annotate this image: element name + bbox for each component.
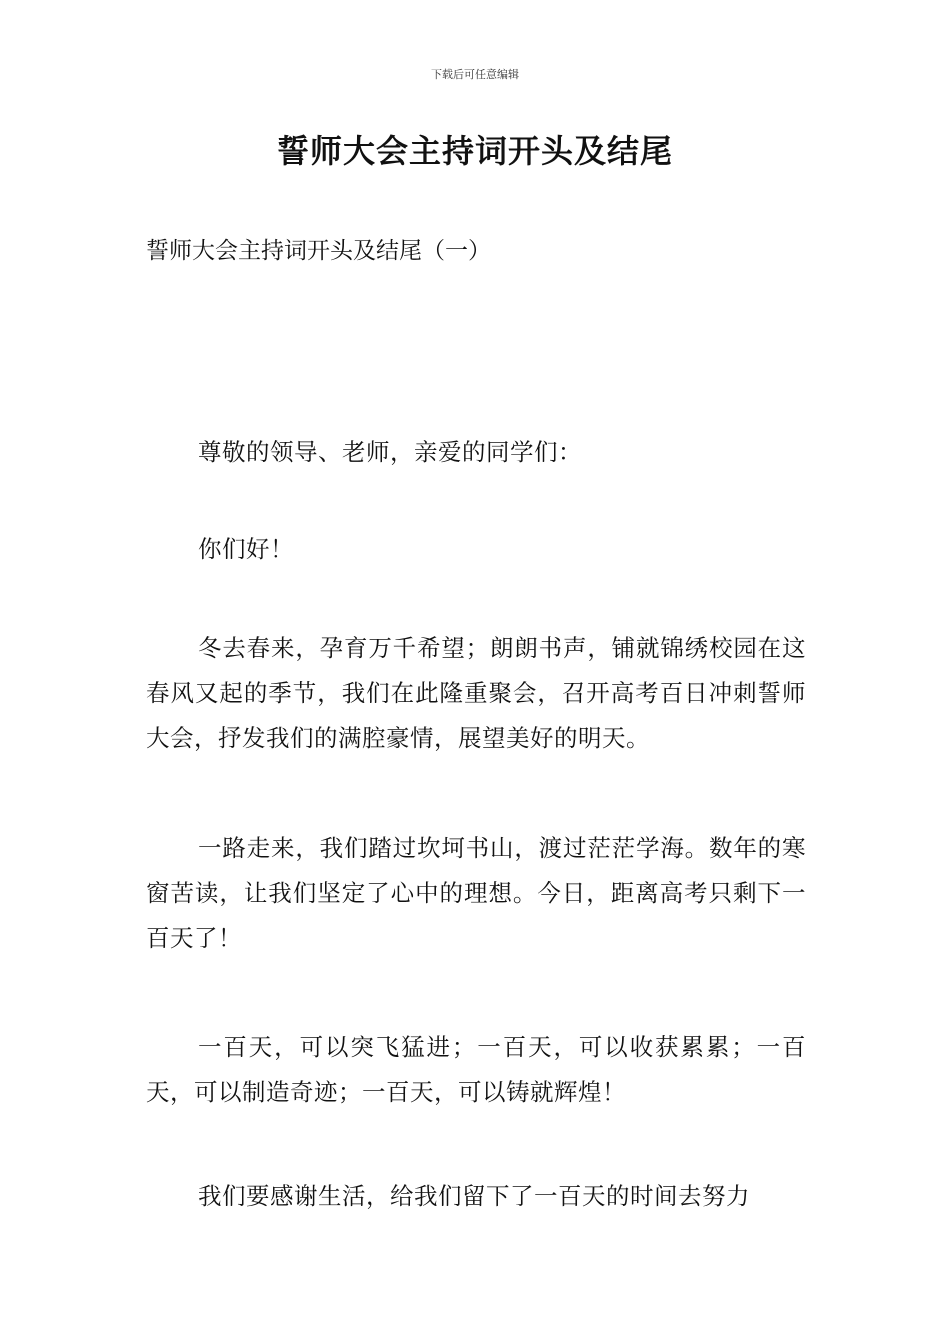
paragraph-greeting: 你们好！ [198,535,294,563]
document-subtitle: 誓师大会主持词开头及结尾（一） [146,238,491,264]
paragraph-hundred-days: 一百天，可以突飞猛进；一百天，可以收获累累；一百天，可以制造奇迹；一百天，可以铸就辉煌！ [146,1033,806,1106]
paragraph-salutation: 尊敬的领导、老师，亲爱的同学们： [198,438,582,466]
document-title: 誓师大会主持词开头及结尾 [276,132,673,170]
header-note: 下载后可任意编辑 [431,68,519,81]
paragraph-spring: 冬去春来，孕育万千希望；朗朗书声，铺就锦绣校园在这春风又起的季节，我们在此隆重聚会，召开高考百日冲刺誓师大会，抒发我们的满腔豪情，展望美好的明天。 [146,634,806,752]
paragraph-gratitude: 我们要感谢生活，给我们留下了一百天的时间去努力 [198,1182,750,1210]
paragraph-journey: 一路走来，我们踏过坎坷书山，渡过茫茫学海。数年的寒窗苦读，让我们坚定了心中的理想。今日，距离高考只剩下一百天了！ [146,834,806,952]
